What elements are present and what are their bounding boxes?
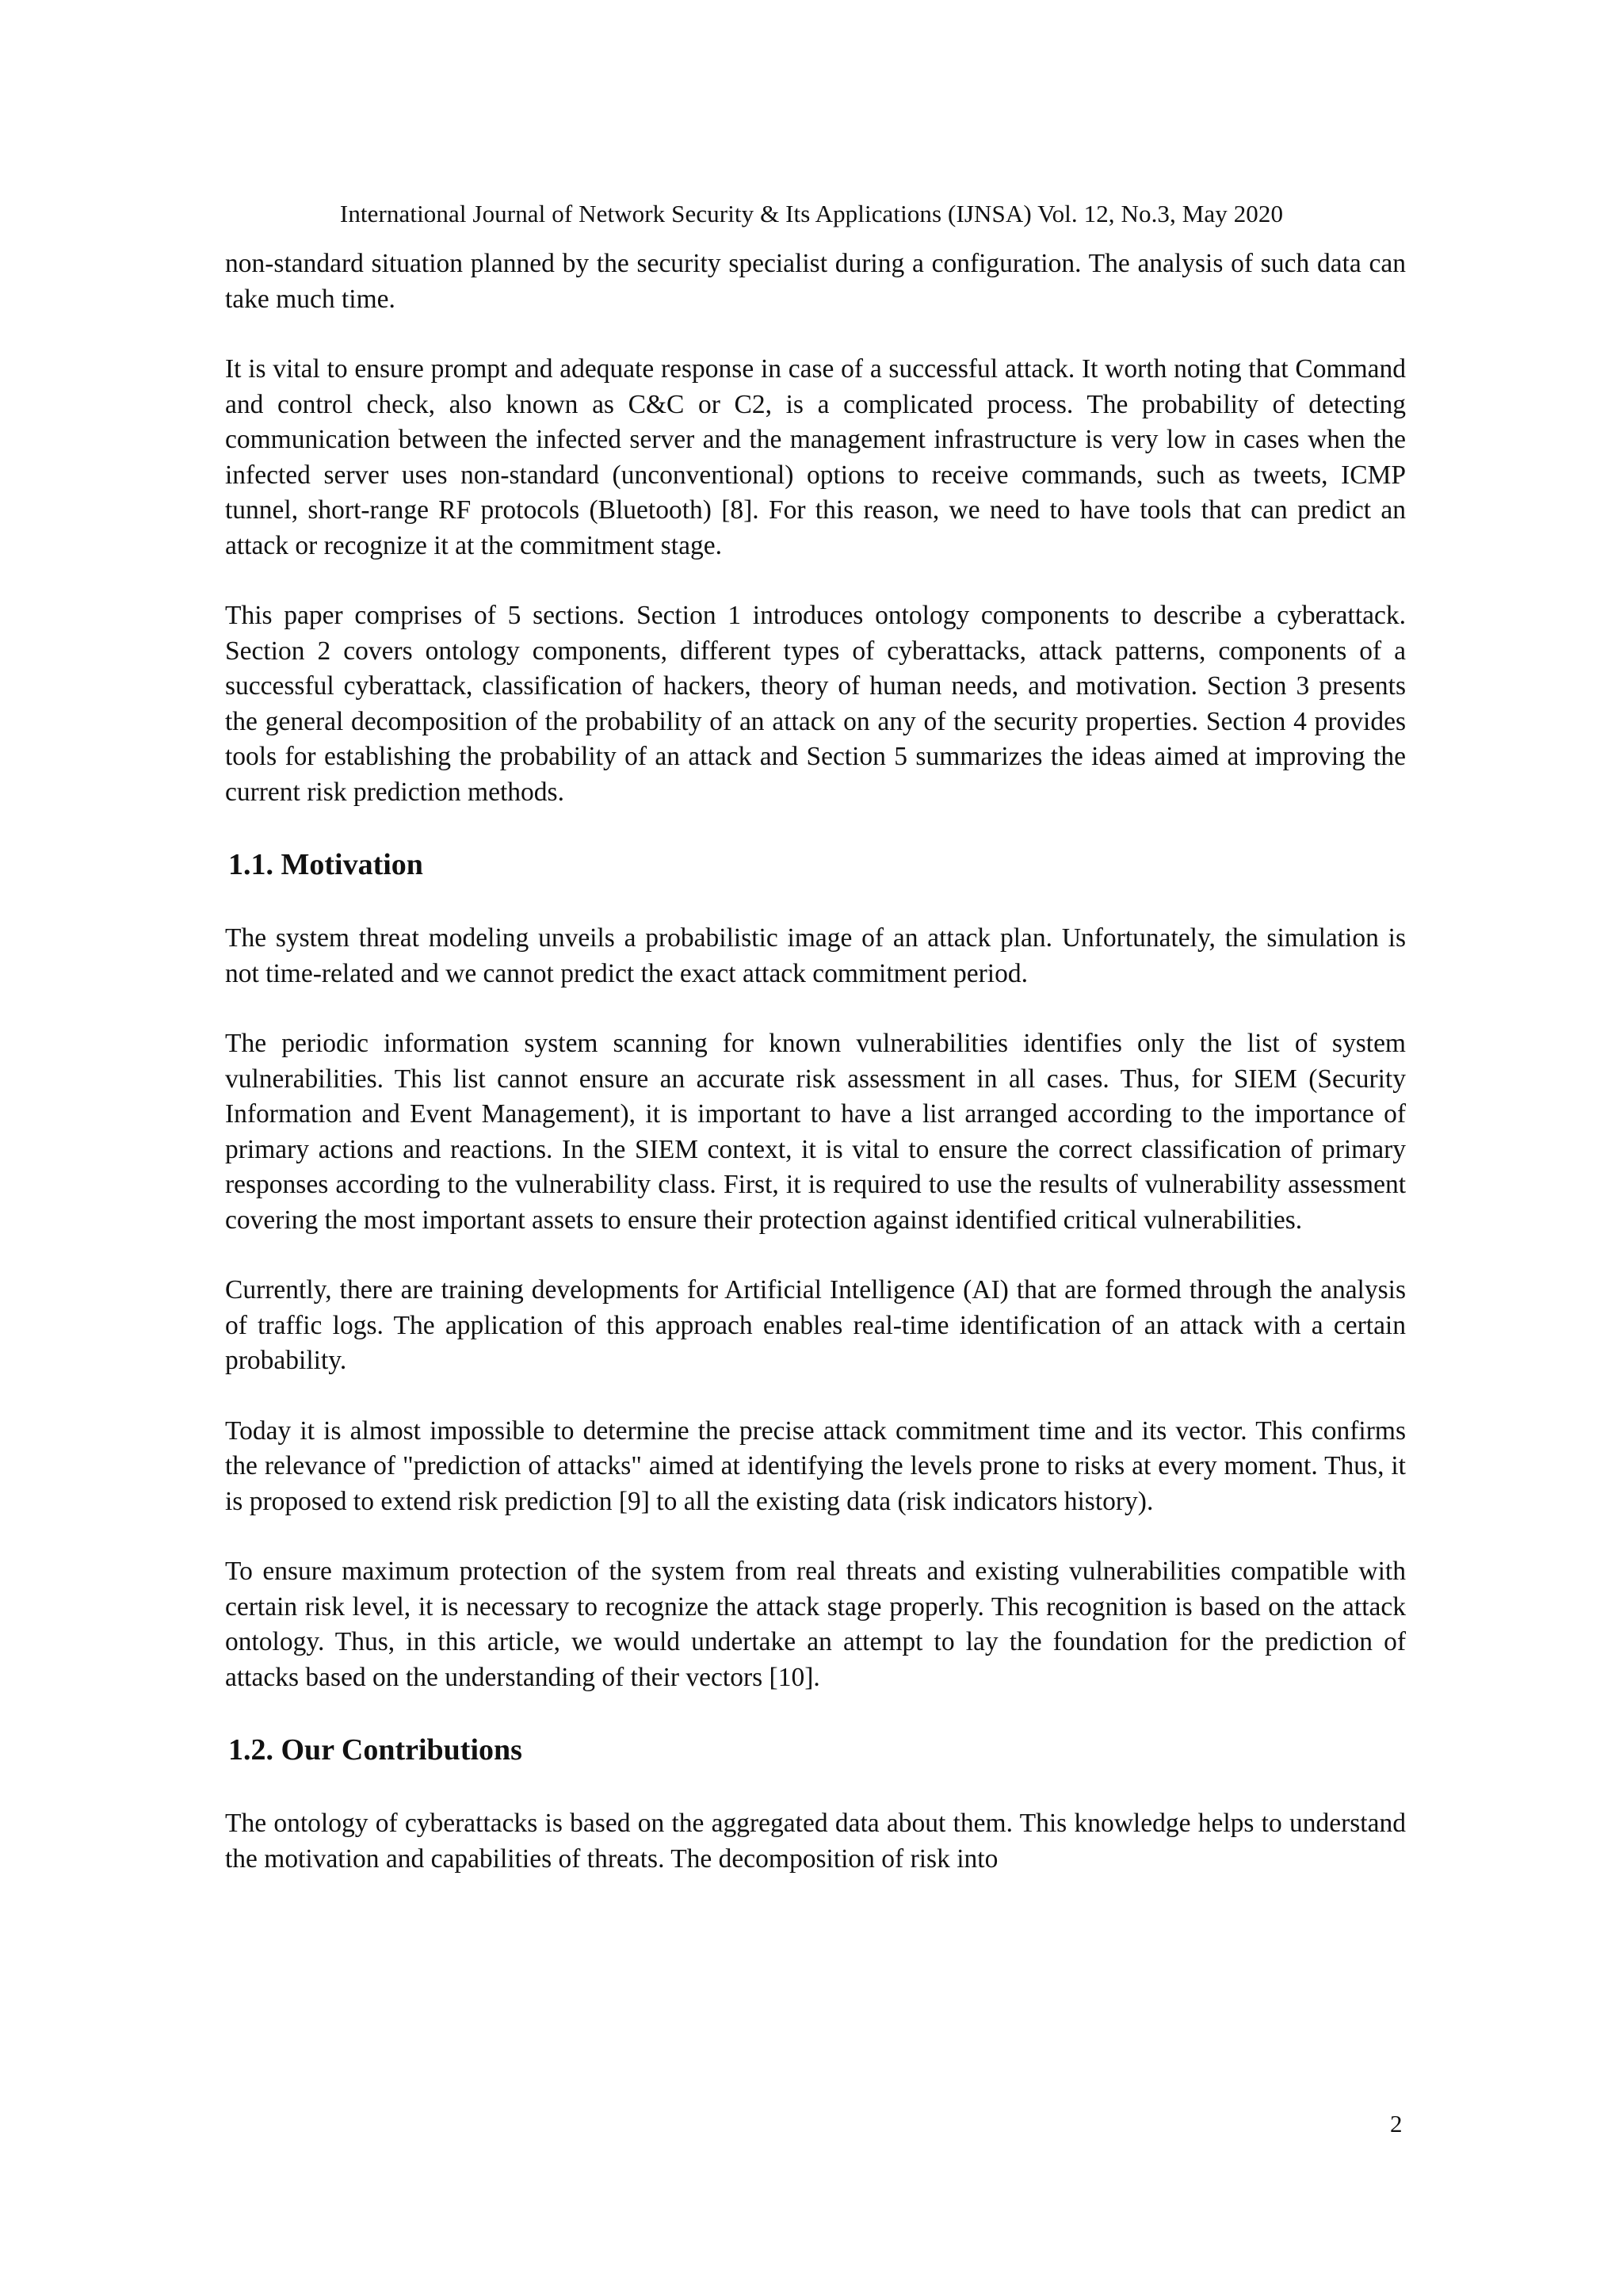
paragraph: The system threat modeling unveils a probabilistic image of an attack plan. Unfortunately, the simulation is not time-related and we cannot predict the exact attack commitment period. xyxy=(225,923,1406,988)
section-heading-motivation: 1.1. Motivation xyxy=(228,848,423,881)
paragraph: To ensure maximum protection of the system from real threats and existing vulnerabilities compatible with certain risk level, it is necessary to recognize the attack stage properly. This recognition is based on the attack ontology. Thus, in this article, we would undertake an attempt to lay the foundation for the prediction of attacks based on the understanding of their vectors [10]. xyxy=(225,1557,1406,1692)
page-number: 2 xyxy=(1390,2110,1403,2137)
paragraph: non-standard situation planned by the security specialist during a configuration. The analysis of such data can take much time. xyxy=(225,249,1406,314)
paragraph: It is vital to ensure prompt and adequate response in case of a successful attack. It worth noting that Command and control check, also known as C&C or C2, is a complicated process. The probability of detecting communication between the infected server and the management infrastructure is very low in cases when the infected server uses non-standard (unconventional) options to receive commands, such as tweets, ICMP tunnel, short-range RF protocols (Bluetooth) [8]. For this reason, we need to have tools that can predict an attack or recognize it at the commitment stage. xyxy=(225,354,1406,560)
paragraph: This paper comprises of 5 sections. Section 1 introduces ontology components to describe a cyberattack. Section 2 covers ontology components, different types of cyberattacks, attack patterns, components of a successful cyberattack, classification of hackers, theory of human needs, and motivation. Section 3 presents the general decomposition of the probability of an attack on any of the security properties. Section 4 provides tools for establishing the probability of an attack and Section 5 summarizes the ideas aimed at improving the current risk prediction methods. xyxy=(225,601,1406,807)
paragraph: Currently, there are training developments for Artificial Intelligence (AI) that are formed through the analysis of traffic logs. The application of this approach enables real-time identification of an attack with a certain probability. xyxy=(225,1275,1406,1375)
paragraph: The periodic information system scanning for known vulnerabilities identifies only the list of system vulnerabilities. This list cannot ensure an accurate risk assessment in all cases. Thus, for SIEM (Security Information and Event Management), it is important to have a list arranged according to the importance of primary actions and reactions. In the SIEM context, it is vital to ensure the correct classification of primary responses according to the vulnerability class. First, it is required to use the results of vulnerability assessment covering the most important assets to ensure their protection against identified critical vulnerabilities. xyxy=(225,1029,1406,1235)
running-header: International Journal of Network Security & Its Applications (IJNSA) Vol. 12, No.3, May 2020 xyxy=(339,200,1284,227)
section-heading-contributions: 1.2. Our Contributions xyxy=(228,1733,522,1767)
body-text xyxy=(225,246,1406,1912)
paragraph: The ontology of cyberattacks is based on the aggregated data about them. This knowledge helps to understand the motivation and capabilities of threats. The decomposition of risk into xyxy=(225,1809,1406,1874)
paragraph: Today it is almost impossible to determine the precise attack commitment time and its vector. This confirms the relevance of "prediction of attacks" aimed at identifying the levels prone to risks at every moment. Thus, it is proposed to extend risk prediction [9] to all the existing data (risk indicators history). xyxy=(225,1415,1406,1516)
